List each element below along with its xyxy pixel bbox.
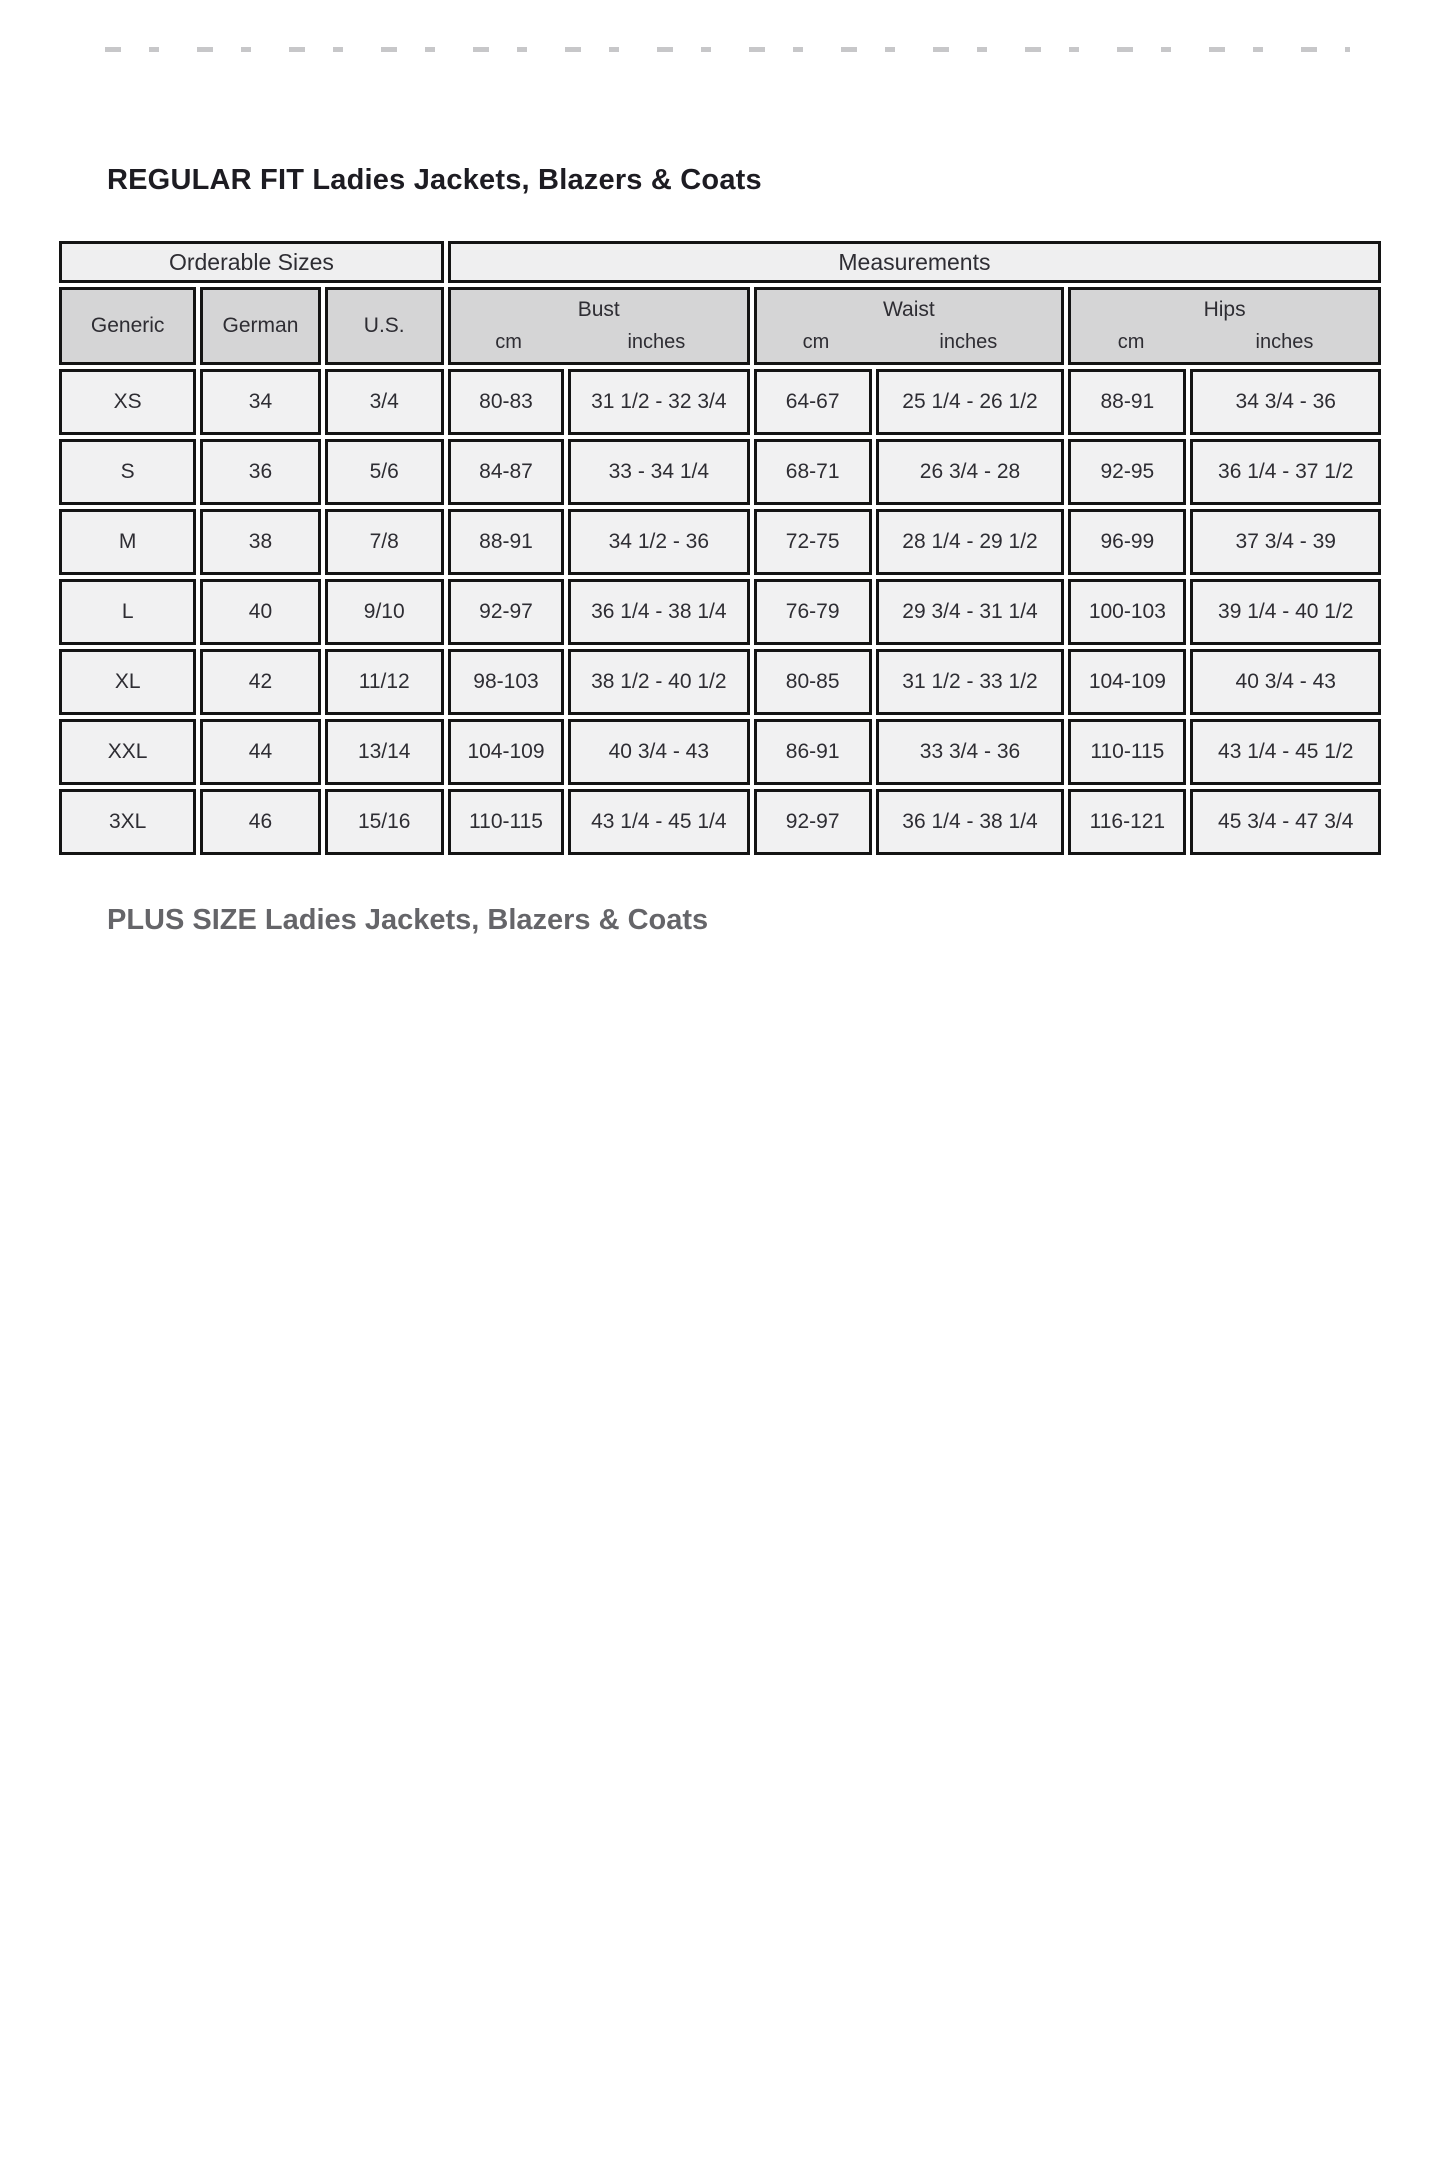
cell-bust-cm: 98-103	[448, 649, 564, 715]
cell-waist-cm: 86-91	[754, 719, 872, 785]
waist-inches-label: inches	[939, 331, 998, 353]
table-row-l	[59, 579, 1381, 645]
cell-bust-inches: 36 1/4 - 38 1/4	[568, 579, 749, 645]
cell-waist-cm: 68-71	[754, 439, 872, 505]
cell-german: 36	[200, 439, 320, 505]
cell-waist-inches: 25 1/4 - 26 1/2	[876, 369, 1064, 435]
bust-cm-label: cm	[495, 331, 522, 353]
table-row-s	[59, 439, 1381, 505]
cell-bust-inches: 33 - 34 1/4	[568, 439, 749, 505]
cell-hips-cm: 92-95	[1068, 439, 1186, 505]
cell-bust-inches: 34 1/2 - 36	[568, 509, 749, 575]
column-header-bust	[448, 287, 750, 365]
cell-waist-cm: 92-97	[754, 789, 872, 855]
cell-german: 34	[200, 369, 320, 435]
cell-generic: S	[59, 439, 196, 505]
cell-hips-inches: 39 1/4 - 40 1/2	[1190, 579, 1381, 645]
cell-waist-inches: 36 1/4 - 38 1/4	[876, 789, 1064, 855]
hips-cm-label: cm	[1117, 331, 1145, 353]
cell-us: 11/12	[325, 649, 444, 715]
cell-german: 38	[200, 509, 320, 575]
cell-generic: M	[59, 509, 196, 575]
cell-waist-inches: 29 3/4 - 31 1/4	[876, 579, 1064, 645]
table-group-header-row	[59, 241, 1381, 283]
cell-bust-cm: 80-83	[448, 369, 564, 435]
cell-hips-cm: 96-99	[1068, 509, 1186, 575]
page-title: REGULAR FIT Ladies Jackets, Blazers & Coats	[107, 164, 762, 196]
cell-hips-inches: 45 3/4 - 47 3/4	[1190, 789, 1381, 855]
cell-generic: L	[59, 579, 196, 645]
cell-generic: XXL	[59, 719, 196, 785]
column-header-waist	[754, 287, 1065, 365]
cell-bust-inches: 38 1/2 - 40 1/2	[568, 649, 749, 715]
clipped-heading-text: PLUS SIZE Ladies Jackets, Blazers & Coats	[107, 904, 709, 936]
cell-hips-inches: 37 3/4 - 39	[1190, 509, 1381, 575]
cell-us: 13/14	[325, 719, 444, 785]
size-chart-table	[55, 237, 1385, 859]
cell-waist-inches: 31 1/2 - 33 1/2	[876, 649, 1064, 715]
header-measurements: Measurements	[448, 241, 1381, 283]
cell-waist-cm: 72-75	[754, 509, 872, 575]
cell-german: 40	[200, 579, 320, 645]
cell-hips-cm: 104-109	[1068, 649, 1186, 715]
cell-hips-cm: 100-103	[1068, 579, 1186, 645]
cell-waist-cm: 76-79	[754, 579, 872, 645]
cell-hips-inches: 36 1/4 - 37 1/2	[1190, 439, 1381, 505]
cell-bust-cm: 110-115	[448, 789, 564, 855]
cell-waist-inches: 28 1/4 - 29 1/2	[876, 509, 1064, 575]
column-header-hips	[1068, 287, 1381, 365]
cell-generic: 3XL	[59, 789, 196, 855]
cell-generic: XL	[59, 649, 196, 715]
cell-bust-inches: 43 1/4 - 45 1/4	[568, 789, 749, 855]
cell-bust-cm: 84-87	[448, 439, 564, 505]
hips-inches-label: inches	[1255, 331, 1314, 353]
cell-bust-cm: 104-109	[448, 719, 564, 785]
cell-bust-cm: 92-97	[448, 579, 564, 645]
cell-us: 15/16	[325, 789, 444, 855]
header-orderable-sizes: Orderable Sizes	[59, 241, 444, 283]
cell-waist-cm: 64-67	[754, 369, 872, 435]
table-row-3xl	[59, 789, 1381, 855]
clipped-heading-bottom	[107, 904, 1107, 936]
cell-bust-inches: 40 3/4 - 43	[568, 719, 749, 785]
cell-us: 3/4	[325, 369, 444, 435]
cell-us: 9/10	[325, 579, 444, 645]
cell-us: 5/6	[325, 439, 444, 505]
table-row-xxl	[59, 719, 1381, 785]
column-header-german: German	[200, 287, 320, 365]
cell-bust-cm: 88-91	[448, 509, 564, 575]
table-subheader-row	[59, 287, 1381, 365]
bust-label: Bust	[577, 298, 620, 321]
cell-generic: XS	[59, 369, 196, 435]
cell-waist-inches: 26 3/4 - 28	[876, 439, 1064, 505]
cell-hips-cm: 116-121	[1068, 789, 1186, 855]
cell-hips-inches: 40 3/4 - 43	[1190, 649, 1381, 715]
cell-waist-inches: 33 3/4 - 36	[876, 719, 1064, 785]
table-row-m	[59, 509, 1381, 575]
cell-bust-inches: 31 1/2 - 32 3/4	[568, 369, 749, 435]
cell-german: 44	[200, 719, 320, 785]
column-header-generic: Generic	[59, 287, 196, 365]
cell-hips-inches: 43 1/4 - 45 1/2	[1190, 719, 1381, 785]
cell-waist-cm: 80-85	[754, 649, 872, 715]
cell-us: 7/8	[325, 509, 444, 575]
table-row-xl	[59, 649, 1381, 715]
waist-label: Waist	[883, 298, 935, 321]
bust-inches-label: inches	[627, 331, 686, 353]
cell-german: 46	[200, 789, 320, 855]
hips-label: Hips	[1203, 298, 1246, 321]
cell-hips-cm: 88-91	[1068, 369, 1186, 435]
table-row-xs	[59, 369, 1381, 435]
cell-hips-cm: 110-115	[1068, 719, 1186, 785]
cell-hips-inches: 34 3/4 - 36	[1190, 369, 1381, 435]
column-header-us: U.S.	[325, 287, 444, 365]
clipped-text-remnant-top	[105, 47, 1350, 52]
cell-german: 42	[200, 649, 320, 715]
waist-cm-label: cm	[802, 331, 830, 353]
